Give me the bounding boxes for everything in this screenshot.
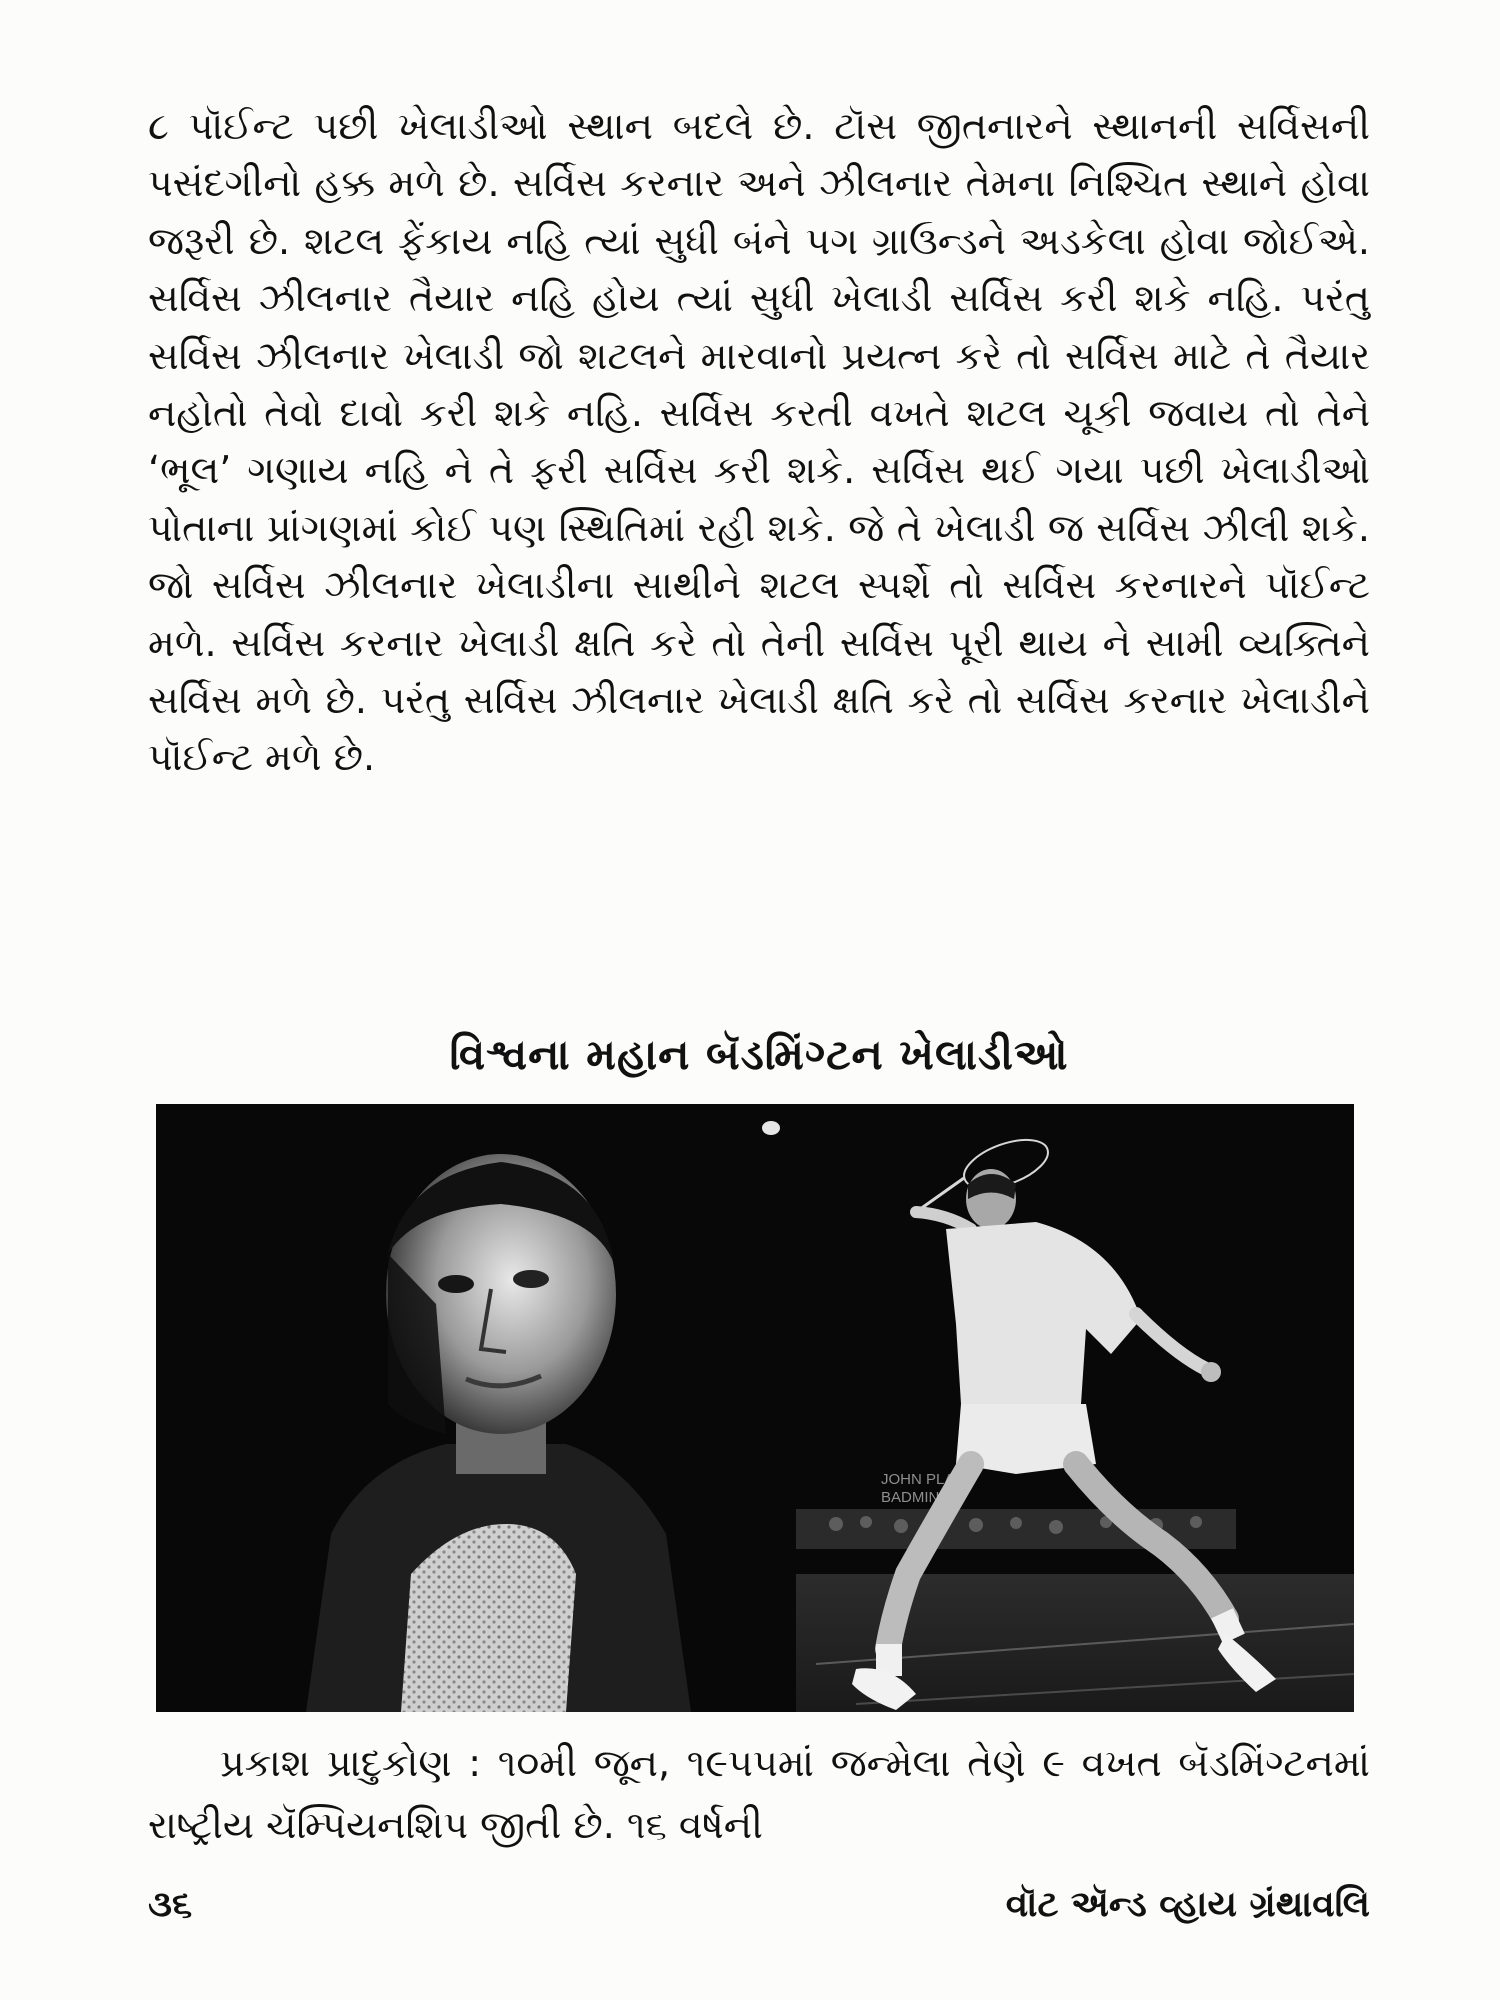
photo-caption (148, 1732, 1370, 1856)
page-number: ૩૬ (148, 1884, 193, 1925)
photo-illustration (156, 1104, 1354, 1712)
series-title: વૉટ ઍન્ડ વ્હાય ગ્રંથાવલિ (1005, 1884, 1370, 1925)
body-paragraph: ૮ પૉઈન્ટ પછી ખેલાડીઓ સ્થાન બદલે છે. ટૉસ જીતનારને સ્થાનની સર્વિસની પસંદગીનો હક્ક મળે છે. સર્વિસ કરનાર અને ઝીલનાર તેમના નિશ્ચિત સ્થાને હોવા જરૂરી છે. શટલ ફેંકાય નહિ ત્યાં સુધી બંને પગ ગ્રાઉન્ડને અડકેલા હોવા જોઈએ. સર્વિસ ઝીલનાર તૈયાર નહિ હોય ત્યાં સુધી ખેલાડી સર્વિસ કરી શકે નહિ. પરંતુ સર્વિસ ઝીલનાર ખેલાડી જો શટલને મારવાનો પ્રયત્ન કરે તો સર્વિસ માટે તે તૈયાર નહોતો તેવો દાવો કરી શકે નહિ. સર્વિસ કરતી વખતે શટલ ચૂકી જવાય તો તેને ‘ભૂલ’ ગણાય નહિ ને તે ફરી સર્વિસ કરી શકે. સર્વિસ થઈ ગયા પછી ખેલાડીઓ પોતાના પ્રાંગણમાં કોઈ પણ સ્થિતિમાં રહી શકે. જે તે ખેલાડી જ સર્વિસ ઝીલી શકે. જો સર્વિસ ઝીલનાર ખેલાડીના સાથીને શટલ સ્પર્શે તો સર્વિસ કરનારને પૉઈન્ટ મળે. સર્વિસ કરનાર ખેલાડી ક્ષતિ કરે તો તેની સર્વિસ પૂરી થાય ને સામી વ્યક્તિને સર્વિસ મળે છે. પરંતુ સર્વિસ ઝીલનાર ખેલાડી ક્ષતિ કરે તો સર્વિસ કરનાર ખેલાડીને પૉઈન્ટ મળે છે. (148, 104, 1370, 780)
page-footer (148, 1884, 1370, 1934)
caption-text: પ્રકાશ પ્રાદુકોણ : ૧૦મી જૂન, ૧૯૫૫માં જન્મેલા તેણે ૯ વખત બૅડમિંગ્ટનમાં રાષ્ટ્રીય ચૅમ્પિયનશિપ જીતી છે. ૧૬ વર્ષની (148, 1741, 1370, 1847)
banner-text-2: BADMIN (881, 1489, 940, 1506)
banner-text-1: JOHN PLA (881, 1471, 955, 1488)
badminton-player-photo (156, 1104, 1354, 1712)
section-heading: વિશ્વના મહાન બૅડમિંગ્ટન ખેલાડીઓ (449, 1030, 1069, 1079)
